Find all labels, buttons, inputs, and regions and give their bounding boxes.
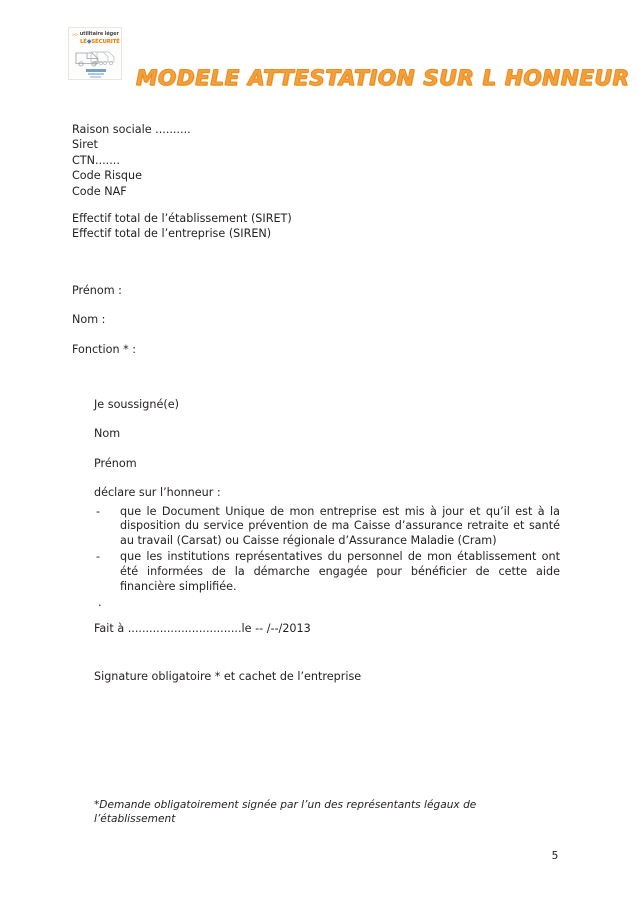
text-line-raison-sociale: Raison sociale .......... <box>72 123 191 136</box>
text-line-effectif-entreprise: Effectif total de l’entreprise (SIREN) <box>72 227 272 241</box>
chevron-right-icon: >> <box>72 31 78 37</box>
effectif-block <box>72 211 472 242</box>
page-number: 5 <box>551 850 559 862</box>
text-line-effectif-etablissement: Effectif total de l’établissement (SIRET) <box>72 212 292 225</box>
text-line-siret: Siret <box>72 138 98 152</box>
logo-brand-right: SÉCURITÉ <box>91 39 120 45</box>
logo-brand-left: LÉ <box>80 39 87 45</box>
fait-a-line: Fait à ................................le -- /--/2013 <box>94 622 311 635</box>
page-title: MODELE ATTESTATION SUR L HONNEUR <box>136 66 630 90</box>
signature-line: Signature obligatoire * et cachet de l’entreprise <box>94 670 362 683</box>
field-label-prenom: Prénom : <box>72 284 122 297</box>
bullet-dash-icon: - <box>96 504 101 518</box>
logo-secondary-mark <box>86 69 106 78</box>
field-label-nom: Nom : <box>72 313 106 327</box>
identity-block <box>72 122 472 199</box>
text-line-code-risque: Code Risque <box>72 169 142 183</box>
text-line-code-naf: Code NAF <box>72 184 127 198</box>
declaration-bullet-list <box>94 505 560 595</box>
declaration-nom-label: Nom <box>94 427 121 441</box>
list-item-text: que les institutions représentatives du personnel de mon établissement ont été informées de la démarche engagée pour bénéficier de cette aide financière simplifiée. <box>120 550 560 593</box>
declaration-trailing-dot: . <box>98 596 102 610</box>
list-item <box>94 505 560 549</box>
diamond-icon: ◆ <box>86 38 92 45</box>
logo-tagline: utilitaire léger <box>79 31 119 37</box>
van-illustration-icon <box>73 48 119 68</box>
person-fields-block <box>72 283 472 357</box>
logo-top-line <box>72 31 119 38</box>
field-label-fonction: Fonction * : <box>72 342 137 356</box>
list-item <box>94 550 560 594</box>
bullet-dash-icon: - <box>96 550 101 564</box>
logo-brand <box>80 39 120 46</box>
list-item-text: que le Document Unique de mon entreprise est mis à jour et qu’il est à la disposition du service prévention de ma Caisse d’assurance retraite et santé au travail (Carsat) ou Caisse régionale d’Assurance Maladie (Cram) <box>120 504 560 547</box>
declaration-prenom-label: Prénom <box>94 456 137 470</box>
declaration-block <box>94 397 560 611</box>
company-logo <box>68 27 122 80</box>
footnote: *Demande obligatoirement signée par l’un des représentants légaux de l’établissement <box>94 799 477 826</box>
declaration-intro: Je soussigné(e) <box>94 398 179 411</box>
declaration-declare-label: déclare sur l’honneur : <box>94 486 221 500</box>
text-line-ctn: CTN....... <box>72 153 120 167</box>
